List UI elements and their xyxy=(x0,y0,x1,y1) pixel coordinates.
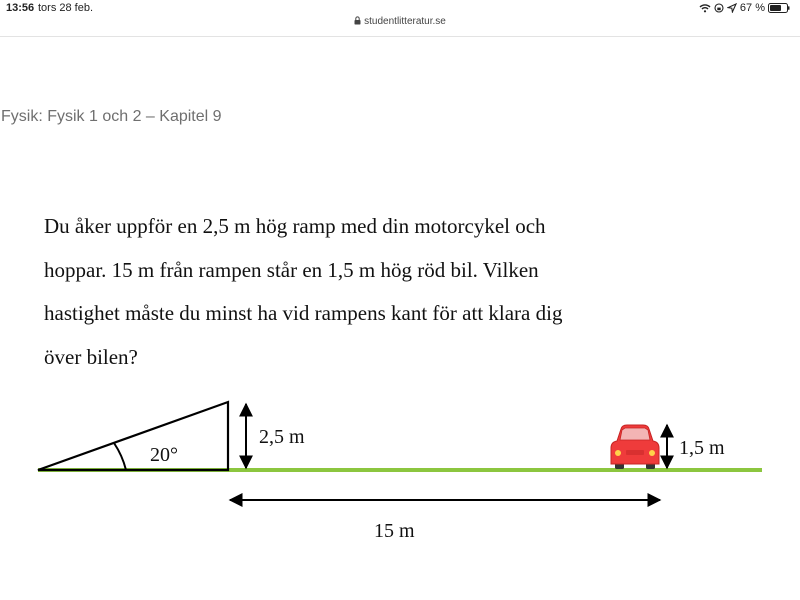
breadcrumb[interactable]: Fysik: Fysik 1 och 2 – Kapitel 9 xyxy=(1,108,222,125)
address-bar[interactable] xyxy=(0,16,800,28)
problem-diagram xyxy=(0,380,800,560)
distance-label: 15 m xyxy=(374,520,415,542)
url-text: studentlitteratur.se xyxy=(364,16,446,27)
problem-line: över bilen? xyxy=(44,344,138,369)
angle-label: 20° xyxy=(150,444,178,466)
problem-line: hoppar. 15 m från rampen står en 1,5 m hög röd bil. Vilken xyxy=(44,257,539,282)
battery-icon xyxy=(768,3,790,13)
problem-line: Du åker uppför en 2,5 m hög ramp med din motorcykel och xyxy=(44,214,546,238)
car-height-label: 1,5 m xyxy=(679,437,725,459)
screen-lock-icon xyxy=(714,3,724,13)
battery-percent: 67 % xyxy=(739,2,765,14)
location-arrow-icon xyxy=(727,3,737,13)
angle-arc xyxy=(114,443,126,470)
status-bar xyxy=(0,0,800,37)
ramp xyxy=(38,402,228,470)
problem-text xyxy=(44,205,684,379)
ramp-height-label: 2,5 m xyxy=(259,426,305,448)
lock-icon xyxy=(354,16,361,28)
car xyxy=(611,425,659,469)
wifi-icon xyxy=(699,3,711,13)
status-time: 13:56 xyxy=(6,2,35,14)
status-date: tors 28 feb. xyxy=(38,2,94,14)
problem-line: hastighet måste du minst ha vid rampens kant för att klara dig xyxy=(44,301,563,325)
status-icons xyxy=(699,2,790,14)
